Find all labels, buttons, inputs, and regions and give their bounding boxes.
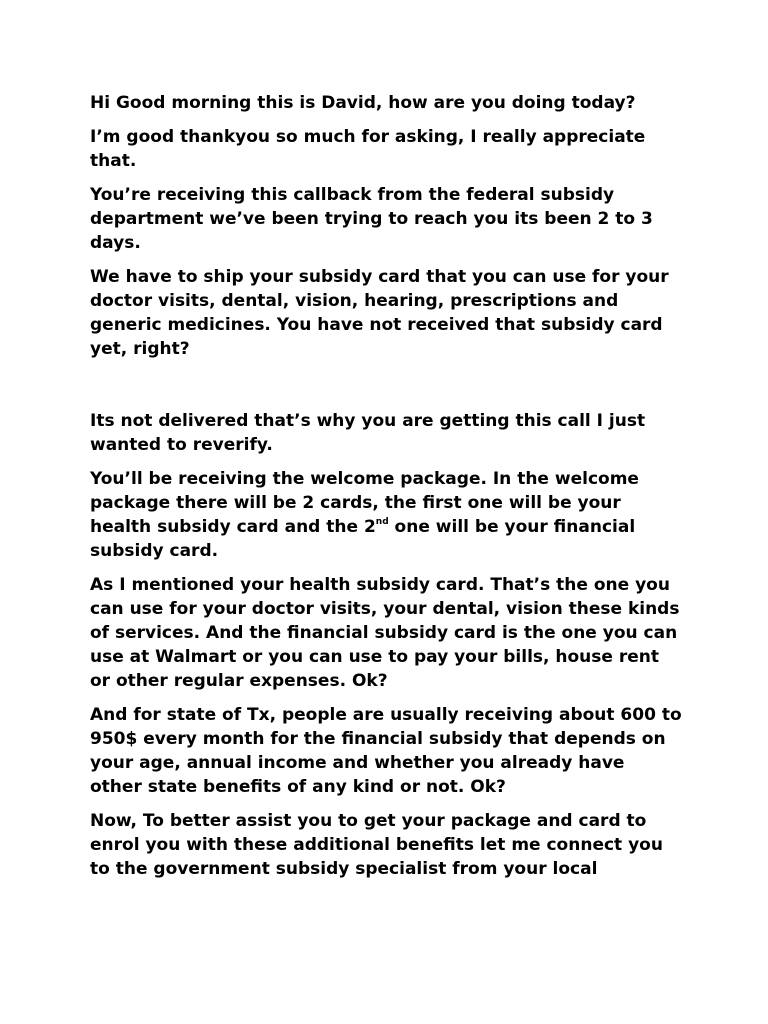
welcome-package-text-end: one will be your financial subsidy card. [90,517,636,561]
welcome-package-text: You’ll be receiving the welcome package. In the welcome package there will be 2 cards, the first one will be your health subsidy card and the 2 [90,469,639,537]
blank-line [90,371,682,409]
paragraph-callback-reason: You’re receiving this callback from the federal subsidy department we’ve been trying to reach you its been 2 to 3 days. [90,185,653,253]
paragraph-not-delivered: Its not delivered that’s why you are getting this call I just wanted to reverify. [90,411,646,455]
paragraph-card-uses: As I mentioned your health subsidy card. That’s the one you can use for your doctor visits, your dental, vision these kinds of services. And the financial subsidy card is the one you can use at Walmart or you can use to pay your bills, house rent or other regular expenses. Ok? [90,575,680,691]
paragraph-greeting: Hi Good morning this is David, how are you doing today? [90,93,636,113]
paragraph-state-amount: And for state of Tx, people are usually receiving about 600 to 950$ every month for the financial subsidy that depends on your age, annual income and whether you already have other state benefits of any kind or not. Ok? [90,705,682,797]
paragraph-transfer: Now, To better assist you to get your package and card to enrol you with these additional benefits let me connect you to the government subsidy specialist from your local [90,811,663,879]
script-text-body [90,91,682,891]
paragraph-welcome-package [90,467,682,563]
paragraph-subsidy-card: We have to ship your subsidy card that you can use for your doctor visits, dental, vision, hearing, prescriptions and generic medicines. You have not received that subsidy card yet, right? [90,267,669,359]
ordinal-suffix: nd [375,517,389,528]
paragraph-response: I’m good thankyou so much for asking, I really appreciate that. [90,127,646,171]
